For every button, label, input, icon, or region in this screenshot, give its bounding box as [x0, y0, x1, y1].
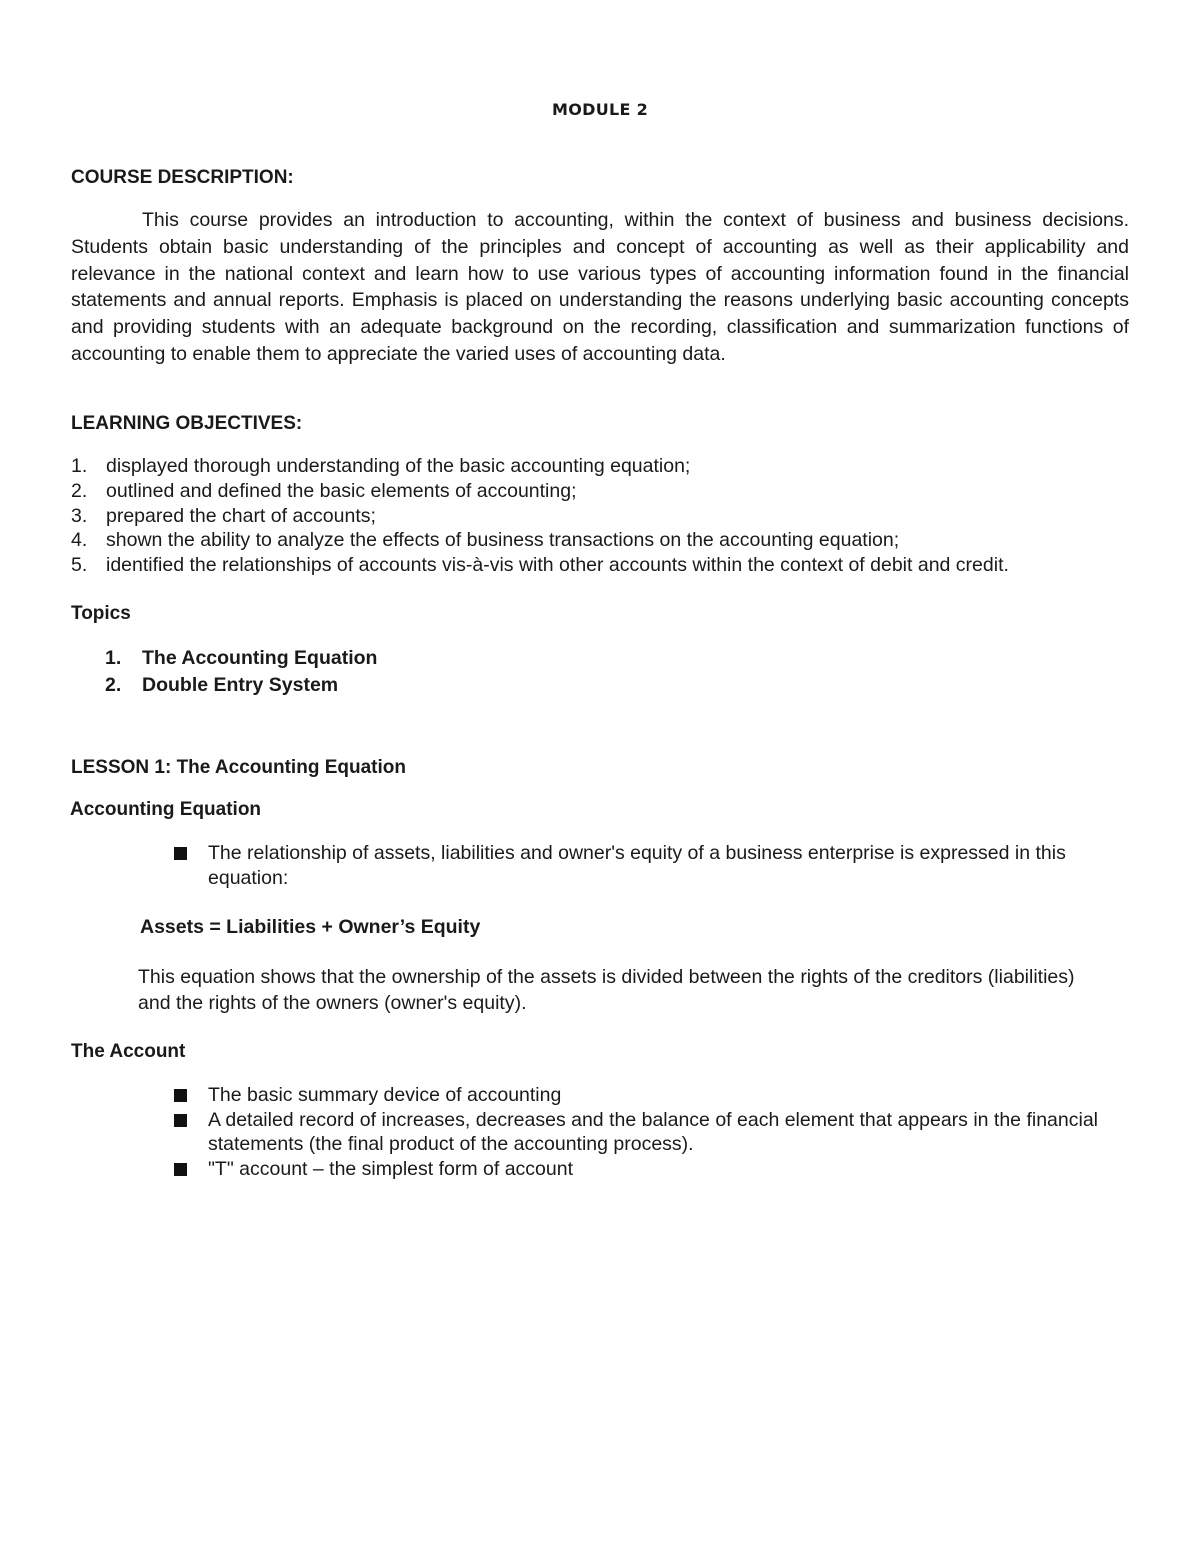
topics-list	[105, 645, 377, 699]
lesson-heading: LESSON 1: The Accounting Equation	[71, 757, 406, 778]
list-text: The Accounting Equation	[142, 647, 378, 669]
list-item	[71, 528, 1171, 553]
accounting-equation-formula: Assets = Liabilities + Owner’s Equity	[140, 916, 481, 938]
the-account-heading: The Account	[71, 1041, 186, 1062]
list-text: outlined and defined the basic elements of accounting;	[106, 479, 577, 502]
square-bullet-icon	[174, 1089, 187, 1102]
list-text: Double Entry System	[142, 674, 339, 696]
list-number: 1.	[71, 455, 88, 477]
list-item	[105, 672, 377, 699]
list-item	[71, 504, 1171, 529]
list-item	[174, 1157, 1134, 1182]
list-number: 4.	[71, 529, 88, 552]
topics-heading: Topics	[71, 603, 131, 624]
list-text: A detailed record of increases, decreases and the balance of each element that appears in the financial statements (the final product of the accounting process).	[208, 1108, 1098, 1155]
course-description-text: This course provides an introduction to accounting, within the context of business and business decisions. Students obtain basic understanding of the principles and concept of accounting as well as their applicability and relevance in the national context and learn how to use various types of accounting information found in the financial statements and annual reports. Emphasis is placed on understanding the reasons underlying basic accounting concepts and providing students with an adequate background on the recording, classification and summarization functions of accounting to enable them to appreciate the varied uses of accounting data.	[71, 209, 1129, 365]
the-account-bullets	[174, 1083, 1134, 1181]
square-bullet-icon	[174, 1163, 187, 1176]
list-number: 1.	[105, 647, 122, 669]
list-number: 3.	[71, 504, 88, 527]
list-item	[71, 553, 1171, 578]
square-bullet-icon	[174, 1114, 187, 1127]
list-text: The basic summary device of accounting	[208, 1084, 562, 1106]
learning-objectives-heading: LEARNING OBJECTIVES:	[71, 413, 303, 434]
learning-objectives-list	[71, 454, 1171, 578]
square-bullet-icon	[174, 847, 187, 860]
list-text: The relationship of assets, liabilities and owner's equity of a business enterprise is expressed in this equation:	[208, 842, 1066, 889]
list-number: 2.	[105, 674, 122, 696]
list-text: "T" account – the simplest form of account	[208, 1157, 574, 1180]
list-text: displayed thorough understanding of the basic accounting equation;	[106, 455, 691, 477]
list-text: prepared the chart of accounts;	[106, 504, 376, 527]
list-number: 2.	[71, 479, 88, 502]
course-description-heading: COURSE DESCRIPTION:	[71, 167, 294, 188]
list-item	[105, 645, 377, 672]
list-item	[71, 479, 1171, 504]
accounting-equation-heading: Accounting Equation	[70, 799, 262, 820]
list-item	[71, 454, 1171, 479]
list-item	[174, 841, 1134, 890]
list-number: 5.	[71, 554, 88, 577]
accounting-equation-bullets	[174, 841, 1134, 890]
equation-explanation: This equation shows that the ownership of the assets is divided between the rights of the creditors (liabilities) and the rights of the owners (owner's equity).	[138, 966, 1075, 1014]
list-text: identified the relationships of accounts vis-à-vis with other accounts within the context of debit and credit.	[106, 554, 1009, 577]
list-item	[174, 1083, 1134, 1108]
module-title: MODULE 2	[551, 100, 649, 119]
list-text: shown the ability to analyze the effects of business transactions on the accounting equation;	[106, 529, 900, 552]
list-item	[174, 1108, 1134, 1157]
